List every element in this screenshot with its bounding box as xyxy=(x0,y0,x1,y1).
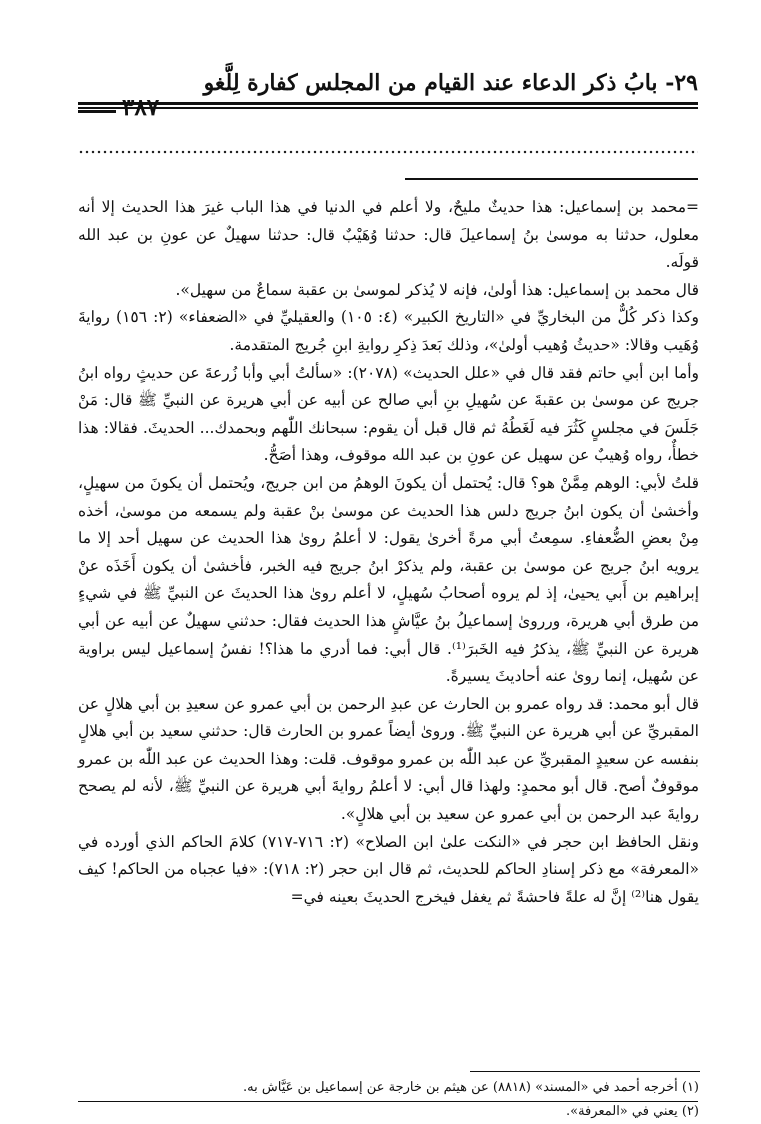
continuation-rule xyxy=(405,178,698,180)
main-text xyxy=(78,194,699,911)
chapter-title: ٢٩- بابُ ذكر الدعاء عند القيام من المجلس كفارة لِلَّغو xyxy=(203,70,698,96)
header-rule-left xyxy=(78,110,116,113)
paragraph: =محمد بن إسماعيل: هذا حديثٌ مليحٌ، ولا أعلم في الدنيا في هذا الباب غيرَ هذا الحديث إلا أنه معلول، حدثنا به موسىٰ بنُ إسماعيلَ قال: حدثنا وُهَيْبٌ قال: حدثنا سهيلٌ عن عونِ بن عبد الله قولَه. xyxy=(78,198,699,272)
footnote-separator xyxy=(470,1071,700,1072)
footnote-underline xyxy=(78,1101,698,1102)
paragraph: قال محمد بن إسماعيل: هذا أولىٰ، فإنه لا يُذكر لموسىٰ بن عقبة سماعٌ من سهيل». xyxy=(175,280,699,299)
paragraph: قال أبو محمد: قد رواه عمرو بن الحارث عن عبدِ الرحمن بن أبي عمرو عن سعيدِ بن أبي هلالٍ عن المقبريِّ عن أبي هريرة عن النبيِّ ﷺ. وروىٰ أيضاً عمرو بن الحارث قال: حدثني سعيد بن أبي هلالٍ بنفسه عن سعيدٍ المقبريِّ عن عبد اللّٰه بن عمرو موقوف. قلت: وهذا الحديث عن عبد اللّٰه بن عمرو موقوفٌ أصح. قال أبو محمدٍ: ولهذا قال أبي: لا أعلمُ روايةَ أبي هريرة عن النبيِّ ﷺ، لأنه لم يصحح روايةَ عبد الرحمن بن أبي عمرو عن سعيد بن أبي هلالٍ». xyxy=(78,694,699,824)
header-rule-thin xyxy=(78,107,698,109)
page-header xyxy=(78,62,698,122)
paragraph: ونقل الحافظ ابن حجر في «النكت علىٰ ابن الصلاح» (٢: ٧١٦-٧١٧) كلامَ الحاكم الذي أورده في «المعرفة» مع ذكر إسنادِ الحاكم للحديث، ثم قال ابن حجر (٢: ٧١٨): «فيا عجباه من الحاكم! كيف يقول هنا⁽²⁾ إنَّ له علةً فاحشةً ثم يغفل فيخرج الحديثَ بعينه في= xyxy=(78,832,699,906)
footnote: (١) أخرجه أحمد في «المسند» (٨٨١٨) عن هيثم بن خارجة عن إسماعيل بن عَيَّاش به. xyxy=(243,1080,699,1095)
dotted-separator xyxy=(78,150,698,154)
paragraph: وأما ابن أبي حاتم فقد قال في «علل الحديث» (٢٠٧٨): «سألتُ أبي وأبا زُرعةَ عن حديثٍ رواه ابنُ جريج عن موسىٰ بن عقبةَ عن سُهيلِ بنِ أبي صالح عن أبيه عن أبي هريرة عن النبيِّ ﷺ قال: مَنْ جَلَسَ في مجلسٍ كَثُرَ فيه لَغَطُهُ ثم قال قبل أن يقوم: سبحانك اللّٰهم وبحمدك... الحديثَ. فقالا: هذا خطأٌ، رواه وُهيبٌ عن سهيل عن عونِ بن عبد الله موقوف، وهذا أصَحُّ. xyxy=(78,363,700,465)
footnote: (٢) يعني في «المعرفة». xyxy=(566,1104,699,1119)
paragraph: وكذا ذكر كُلٌّ من البخاريِّ في «التاريخ الكبير» (٤: ١٠٥) والعقيليِّ في «الضعفاء» (٢: ١٥٦) روايةَ وُهَيب وقالا: «حديثُ وُهيب أولىٰ»، وذلك بَعدَ ذِكرِ روايةِ ابنِ جُريج المتقدمة. xyxy=(78,308,699,354)
header-rule-thick xyxy=(78,102,698,105)
paragraph: قلتُ لأبي: الوهم مِمَّنْ هو؟ قال: يُحتمل أن يكونَ الوهمُ من ابن جريج، ويُحتمل أن يكونَ من سهيلٍ، وأخشىٰ أن يكون ابنُ جريج دلس هذا الحديث عن موسىٰ بنْ عقبة ولم يسمعه من موسىٰ، أخذه مِنْ بعضِ الضُّعفاءِ. سمِعتُ أبي مرةً أخرىٰ يقول: لا أعلمُ روىٰ هذا الحديث عن سهيل أحد إلا ما يرويه ابنُ جريج عن موسىٰ بن عقبة، ولم يذكرْ ابنُ جريج فيه الخبر، فأخشىٰ أن يكون أَخَذَه عنْ إبراهيم بن أَبي يحيىٰ، إذ لم يروه أصحابُ سُهيلٍ، لا أعلم روىٰ هذا الحديثَ عن النبيِّ ﷺ في شيءٍ من طرق أبي هريرة، ورروىٰ إسماعيلُ بنُ عيَّاشٍ هذا الحديث فقال: حدثني سهيلٌ عن أبيه عن أبي هريرة عن النبيِّ ﷺ، يذكرُ فيه الخَبرَ⁽¹⁾. قال أبي: فما أدري ما هذا؟! نفسُ إسماعيل ليس براوية عن سُهيل، إنما روىٰ عنه أحاديثَ يسيرةً. xyxy=(78,473,699,686)
footnotes xyxy=(78,1076,699,1124)
